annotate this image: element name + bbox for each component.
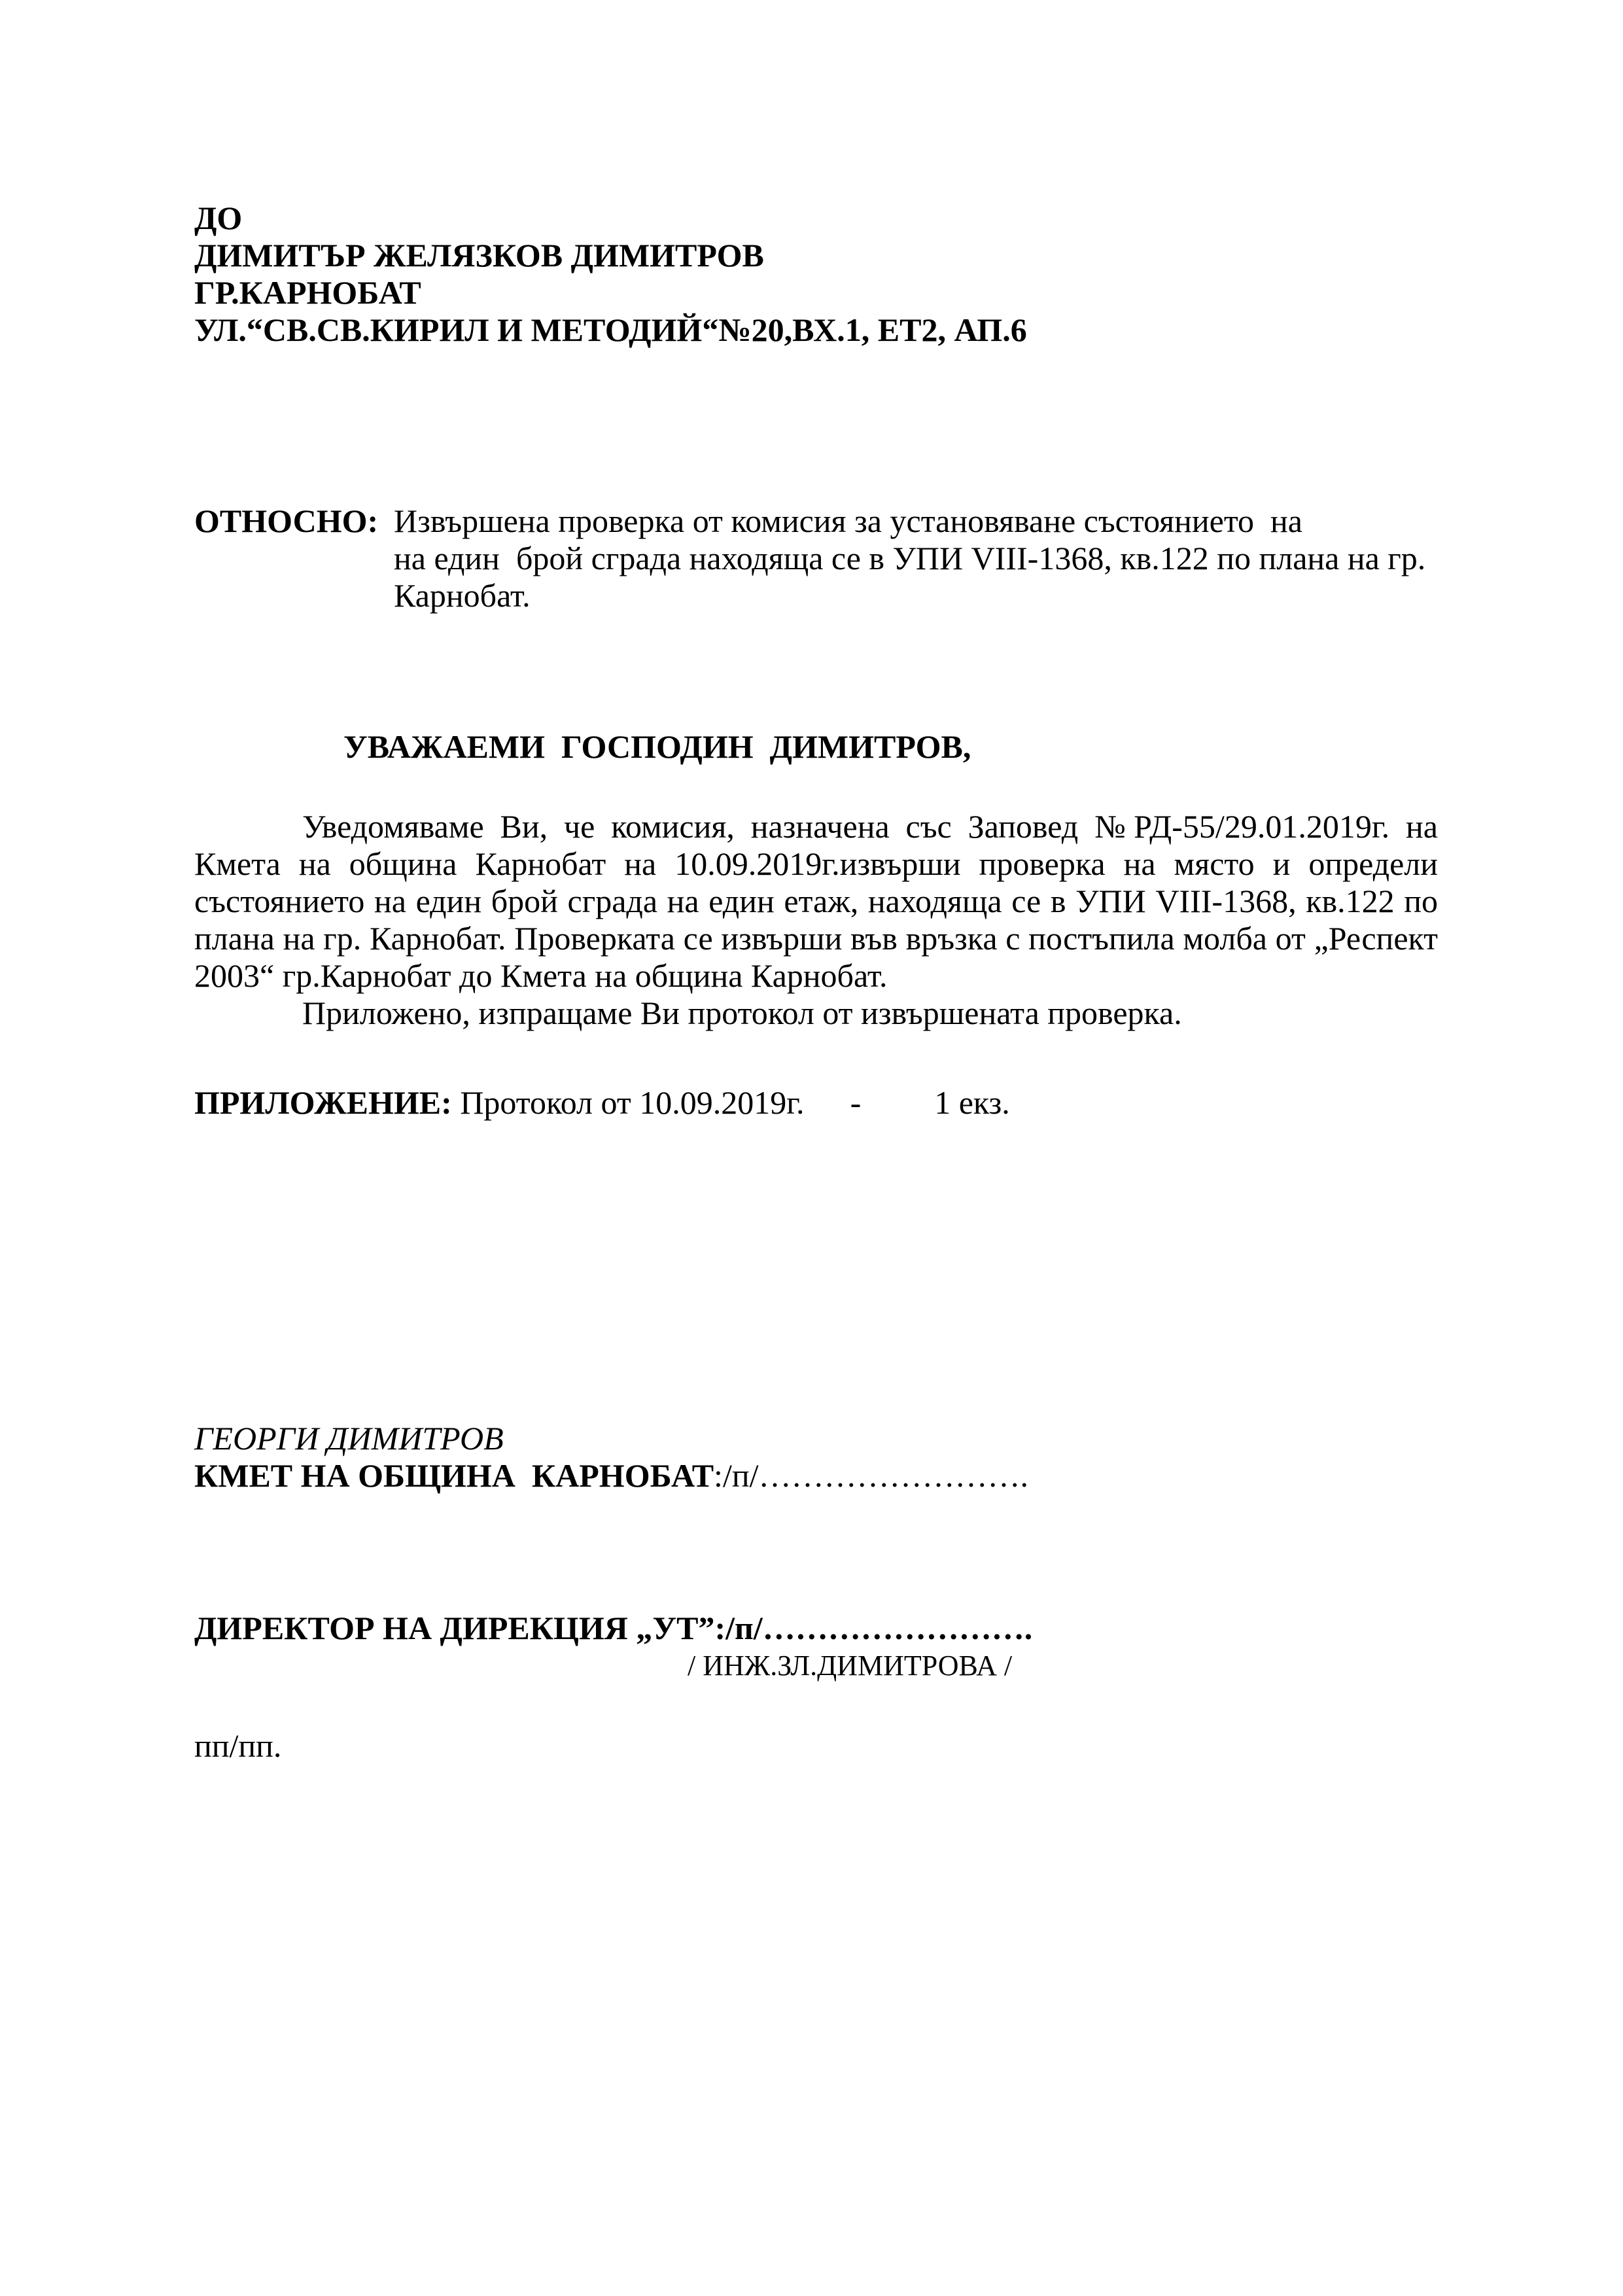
director-sign-mark: :/п/ [714,1610,763,1646]
recipient-name: ДИМИТЪР ЖЕЛЯЗКОВ ДИМИТРОВ [194,237,764,274]
typist-initials: пп/пп. [194,1727,282,1764]
subject-text [394,503,1425,614]
mayor-sign-mark: :/п/ [714,1457,759,1494]
mayor-title: КМЕТ НА ОБЩИНА КАРНОБАТ [194,1457,714,1494]
recipient-city: ГР.КАРНОБАТ [194,274,421,311]
director-title: ДИРЕКТОР НА ДИРЕКЦИЯ „УТ” [194,1610,715,1646]
mayor-name: ГЕОРГИ ДИМИТРОВ [194,1420,504,1457]
attachment-label: ПРИЛОЖЕНИЕ: [194,1084,452,1121]
director-sign-dots: ……………………. [762,1610,1033,1646]
recipient-block [194,200,1438,349]
director-name: / ИНЖ.ЗЛ.ДИМИТРОВА / [688,1650,1013,1682]
body-paragraph: Уведомяваме Ви, че комисия, назначена със Заповед №РД-55/29.01.2019г. на Кмета на община Карнобат на 10.09.2019г.извърши проверка на място и определи състоянието на един брой сграда на един етаж, находяща се в УПИ VIII-1368, кв.122 по плана на гр. Карнобат. Проверката се извърши във връзка с постъпила молба от „Респект 2003“ гр.Карнобат до Кмета на община Карнобат. [194,808,1438,994]
attachment-line [194,1084,1438,1122]
salutation: УВАЖАЕМИ ГОСПОДИН ДИМИТРОВ, [343,728,971,765]
director-title-line [194,1610,1438,1647]
subject-line: Карнобат. [394,577,531,614]
attachment-text: Протокол от 10.09.2019г. [451,1084,805,1121]
subject-line: на един брой сграда находяща се в УПИ VIII-1368, кв.122 по плана на гр. [394,540,1426,576]
attachment-dash: - [850,1084,862,1121]
subject-label: ОТНОСНО: [194,503,379,539]
mayor-sign-dots: ……………………. [758,1457,1028,1494]
recipient-street: УЛ.“СВ.СВ.КИРИЛ И МЕТОДИЙ“№20,ВХ.1, ЕТ2, АП.6 [194,311,1027,348]
subject-block [194,503,1438,614]
attachment-copies: 1 екз. [934,1084,1010,1121]
body-closing-line: Приложено, изпращаме Ви протокол от извършената проверка. [302,995,1182,1031]
recipient-to: ДО [194,200,243,236]
mayor-title-line [194,1457,1438,1494]
subject-line: Извършена проверка от комисия за установяване състоянието на [394,503,1302,539]
